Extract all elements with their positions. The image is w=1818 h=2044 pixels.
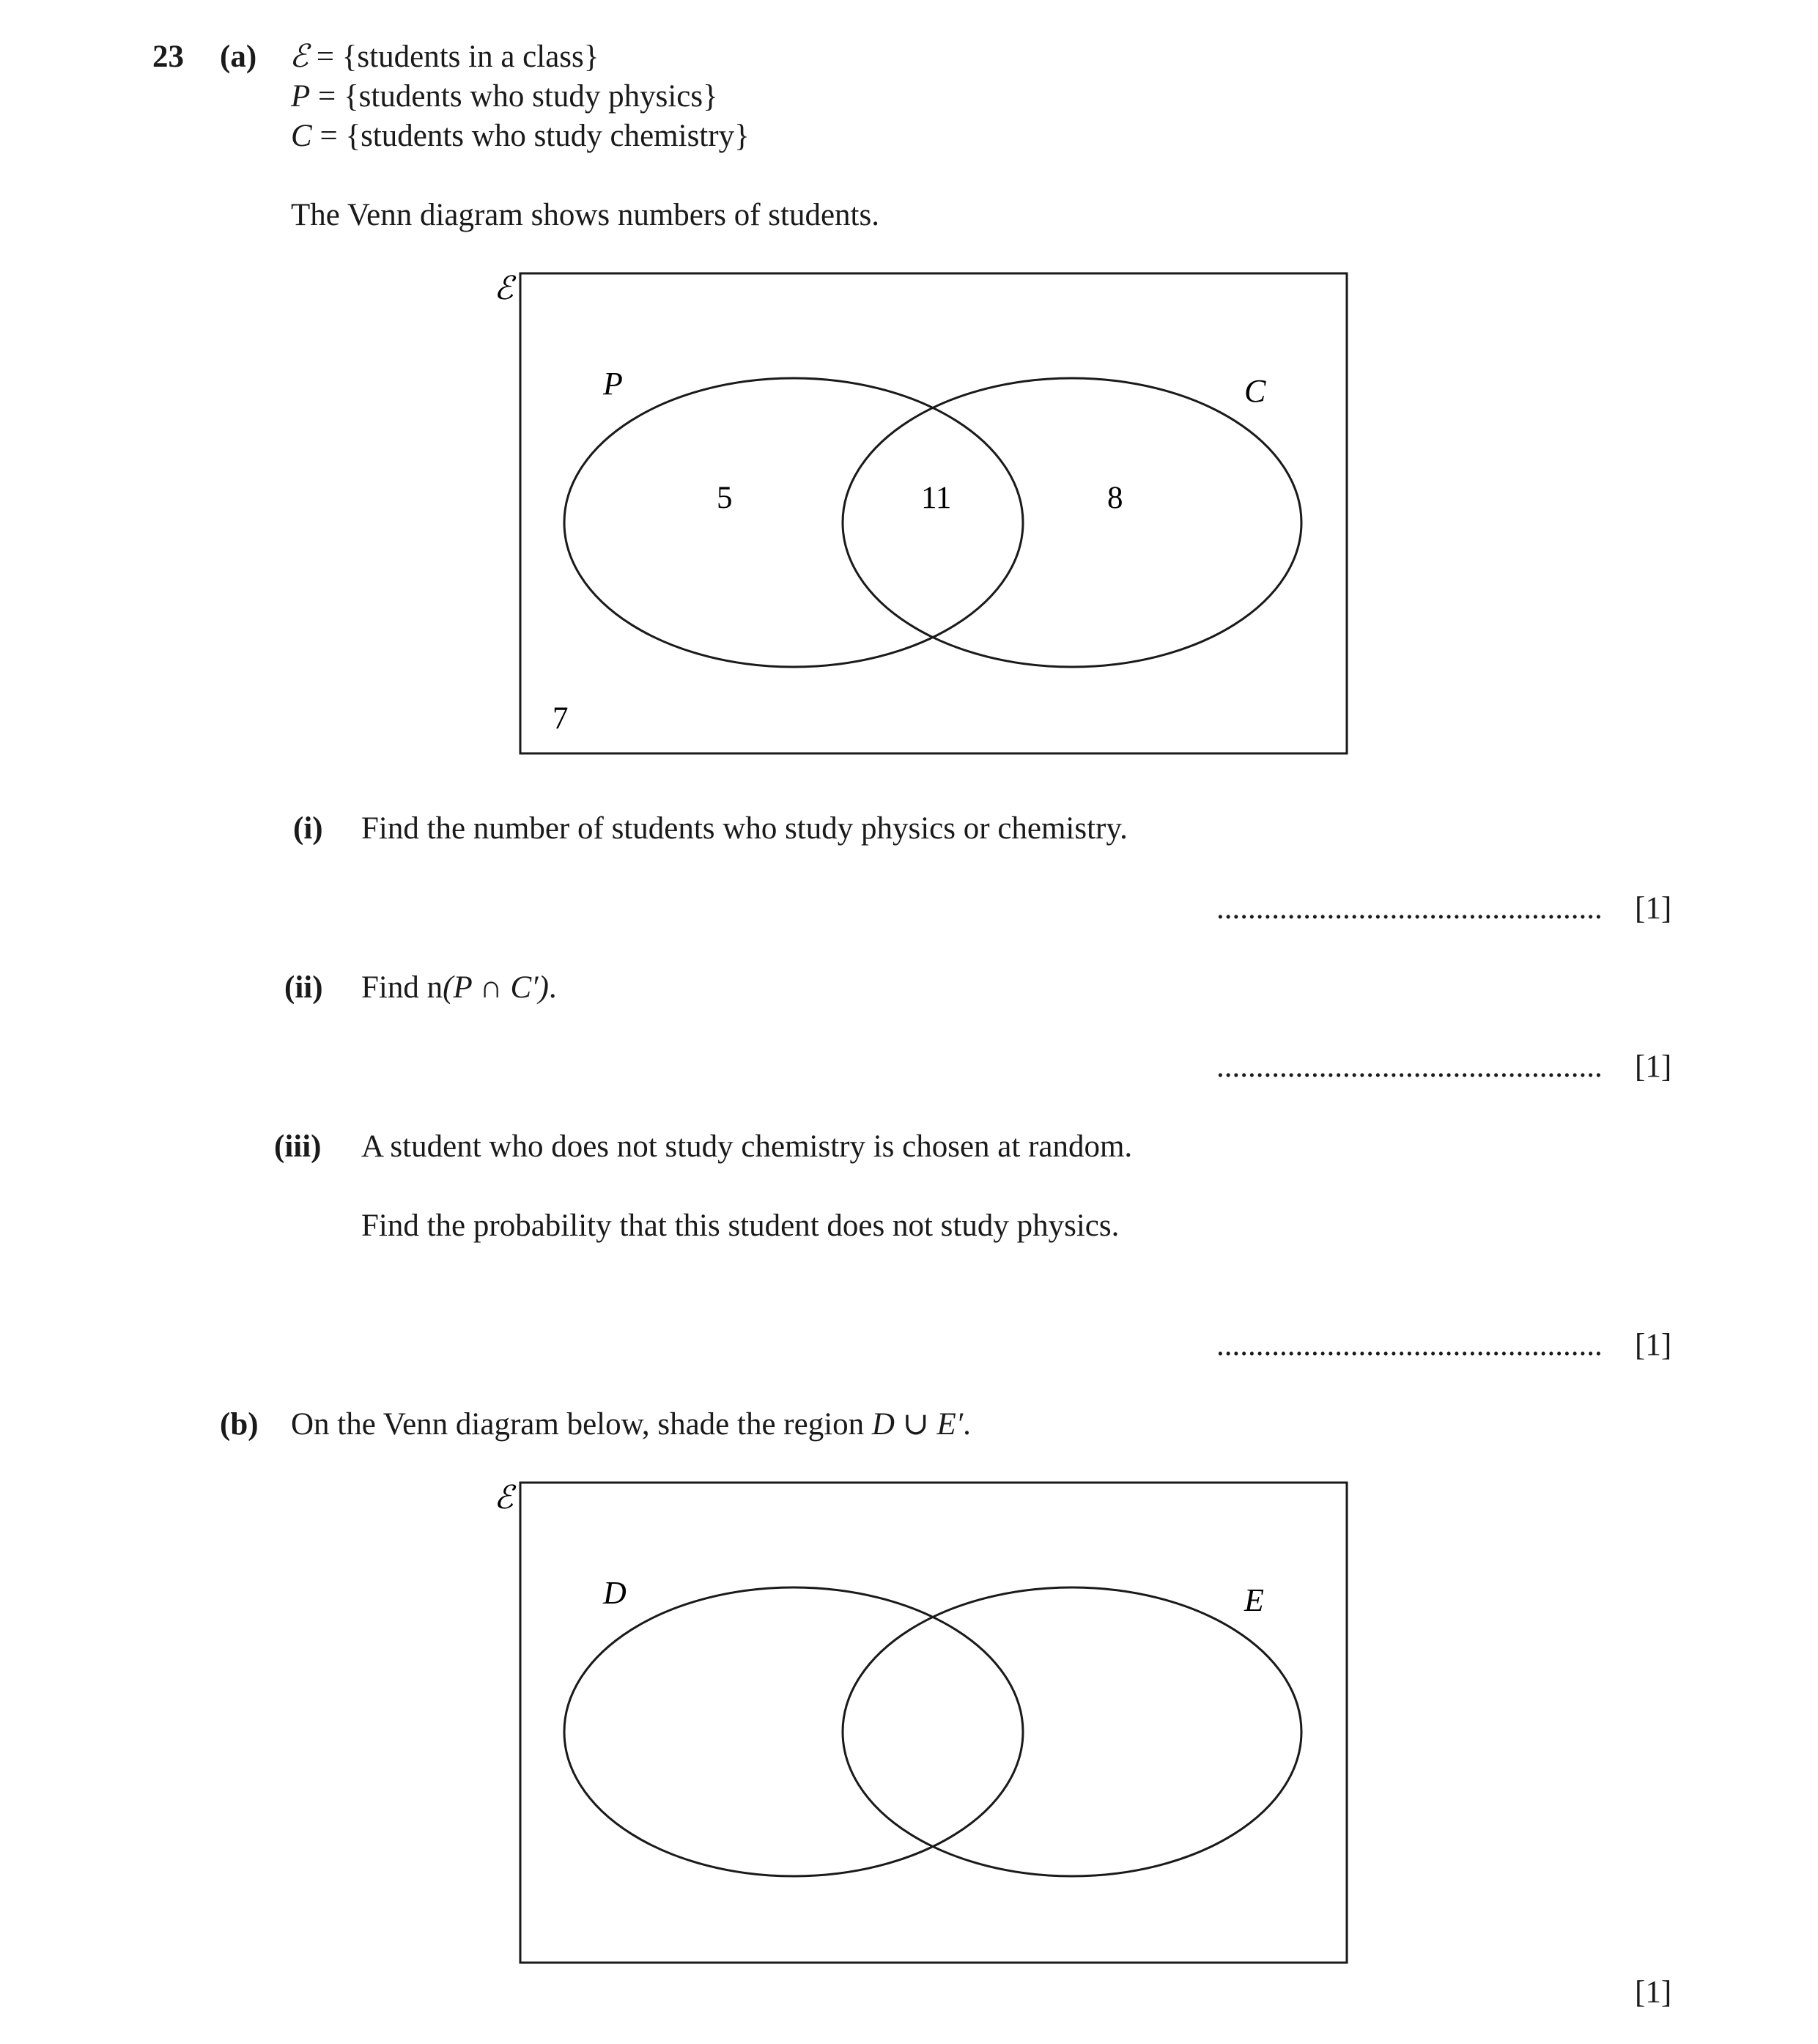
answer-line-i[interactable]: ................................................. bbox=[1216, 891, 1603, 926]
sub-question-i-text: Find the number of students who study physics or chemistry. bbox=[361, 811, 1128, 846]
venn-intro-text: The Venn diagram shows numbers of students. bbox=[291, 198, 879, 232]
marks-b: [1] bbox=[1635, 1975, 1672, 2010]
set-expression: (P ∩ C′) bbox=[443, 970, 549, 1005]
marks-iii: [1] bbox=[1635, 1328, 1672, 1362]
definition-text: = {students who study chemistry} bbox=[311, 119, 750, 153]
sub-question-iii-label: (iii) bbox=[274, 1129, 322, 1164]
instruction-text: On the Venn diagram below, shade the region bbox=[291, 1407, 872, 1442]
region-only-p-value: 5 bbox=[717, 481, 733, 515]
full-stop: . bbox=[963, 1407, 971, 1442]
set-p-label: P bbox=[603, 366, 623, 402]
part-b-text bbox=[291, 1409, 971, 1440]
sub-question-i-label: (i) bbox=[293, 811, 323, 846]
set-p-ellipse bbox=[564, 378, 1023, 667]
set-expression: D ∪ E′ bbox=[871, 1407, 964, 1442]
venn-diagram-a bbox=[469, 264, 1363, 762]
sub-question-ii-label: (ii) bbox=[284, 970, 323, 1005]
answer-line-iii[interactable]: ................................................. bbox=[1216, 1328, 1603, 1362]
sub-question-iii-text-2: Find the probability that this student does not study physics. bbox=[361, 1209, 1120, 1243]
universal-set-box[interactable] bbox=[520, 1483, 1347, 1963]
part-b-label: (b) bbox=[220, 1407, 259, 1442]
region-outside-value: 7 bbox=[553, 701, 569, 736]
question-number: 23 bbox=[152, 40, 184, 74]
set-c-ellipse bbox=[843, 378, 1301, 667]
set-e-label: E bbox=[1244, 1582, 1264, 1618]
set-d-ellipse[interactable] bbox=[564, 1587, 1023, 1876]
region-intersection-value: 11 bbox=[921, 481, 952, 515]
definition-text: = {students in a class} bbox=[308, 40, 599, 74]
universal-set-symbol: ℰ bbox=[289, 38, 309, 75]
venn-diagram-b[interactable] bbox=[469, 1473, 1363, 1971]
definition-universal bbox=[289, 38, 599, 75]
definition-text: = {students who study physics} bbox=[310, 79, 718, 114]
definition-physics bbox=[291, 81, 718, 112]
universal-set-label: ℰ bbox=[494, 270, 514, 306]
set-c-label: C bbox=[1244, 373, 1266, 409]
set-e-ellipse[interactable] bbox=[843, 1587, 1301, 1876]
full-stop: . bbox=[548, 970, 557, 1005]
region-only-c-value: 8 bbox=[1107, 481, 1123, 515]
marks-i: [1] bbox=[1635, 891, 1672, 926]
answer-line-ii[interactable]: ................................................. bbox=[1216, 1049, 1603, 1084]
sub-question-iii-text-1: A student who does not study chemistry is chosen at random. bbox=[361, 1129, 1133, 1164]
set-symbol-c: C bbox=[291, 119, 312, 153]
set-symbol-p: P bbox=[291, 79, 311, 114]
universal-set-label: ℰ bbox=[494, 1480, 514, 1516]
set-d-label: D bbox=[603, 1575, 627, 1611]
part-a-label: (a) bbox=[220, 40, 257, 74]
sub-question-ii-text bbox=[361, 972, 557, 1003]
find-n-text: Find n bbox=[361, 970, 443, 1005]
definition-chemistry bbox=[291, 120, 750, 152]
marks-ii: [1] bbox=[1635, 1049, 1672, 1084]
